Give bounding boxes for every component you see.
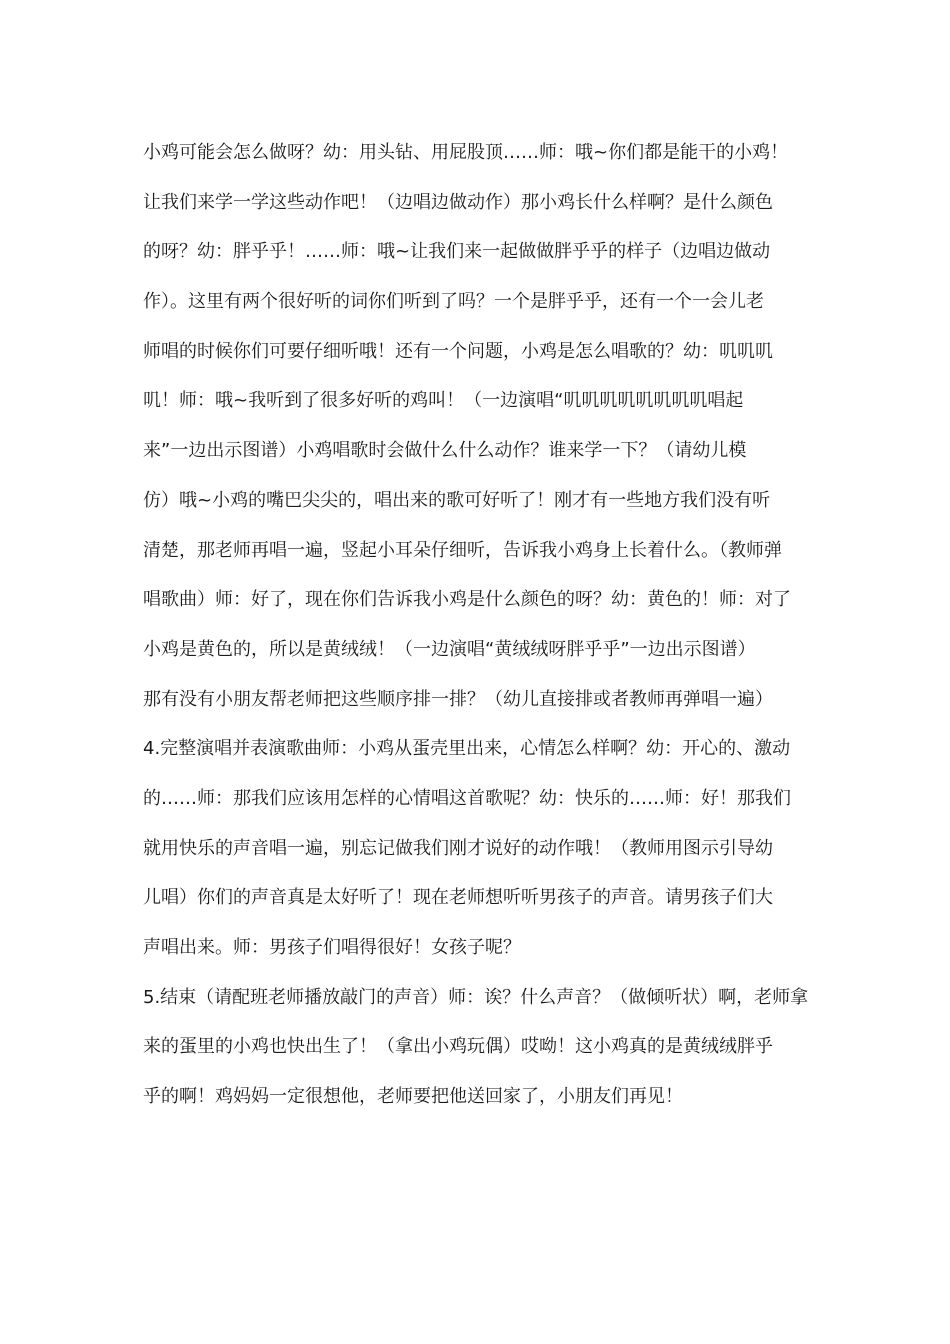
text-line-3: 的呀？幼：胖乎乎！……师：哦~让我们来一起做做胖乎乎的样子（边唱边做动 [143, 241, 771, 263]
section-5-line-1: 5.结束（请配班老师播放敲门的声音）师：诶？什么声音？（做倾听状）啊，老师拿 [143, 986, 809, 1008]
text-line-4: 作）。这里有两个很好听的词你们听到了吗？一个是胖乎乎，还有一个一会儿老 [143, 291, 764, 313]
text-line-9: 清楚，那老师再唱一遍，竖起小耳朵仔细听，告诉我小鸡身上长着什么。（教师弹 [143, 539, 782, 561]
section-4-line-1: 4.完整演唱并表演歌曲师：小鸡从蛋壳里出来，心情怎么样啊？幼：开心的、激动 [143, 738, 791, 760]
text-line-5: 师唱的时候你们可要仔细听哦！还有一个问题，小鸡是怎么唱歌的？幼：叽叽叽 [143, 340, 773, 362]
section-4-line-4: 儿唱）你们的声音真是太好听了！现在老师想听听男孩子的声音。请男孩子们大 [143, 887, 773, 909]
text-line-12: 那有没有小朋友帮老师把这些顺序排一排？（幼儿直接排或者教师再弹唱一遍） [143, 688, 773, 710]
document-body [143, 128, 811, 1122]
text-line-6: 叽！师：哦~我听到了很多好听的鸡叫！（一边演唱“叽叽叽叽叽叽叽叽唱起 [143, 390, 744, 412]
text-line-8: 仿）哦~小鸡的嘴巴尖尖的，唱出来的歌可好听了！刚才有一些地方我们没有听 [143, 489, 771, 511]
section-5-line-3: 乎的啊！鸡妈妈一定很想他，老师要把他送回家了，小朋友们再见！ [143, 1086, 683, 1108]
section-5-line-2: 来的蛋里的小鸡也快出生了！（拿出小鸡玩偶）哎呦！这小鸡真的是黄绒绒胖乎 [143, 1036, 773, 1058]
text-line-2: 让我们来学一学这些动作吧！（边唱边做动作）那小鸡长什么样啊？是什么颜色 [143, 191, 773, 213]
text-line-7: 来”一边出示图谱）小鸡唱歌时会做什么什么动作？谁来学一下？（请幼儿模 [143, 440, 747, 462]
section-4-line-5: 声唱出来。师：男孩子们唱得很好！女孩子呢？ [143, 937, 521, 958]
text-line-1: 小鸡可能会怎么做呀？幼：用头钻、用屁股顶……师：哦~你们都是能干的小鸡！ [143, 142, 789, 163]
section-4-line-2: 的……师：那我们应该用怎样的心情唱这首歌呢？幼：快乐的……师：好！那我们 [143, 787, 791, 809]
text-line-11: 小鸡是黄色的，所以是黄绒绒！（一边演唱“黄绒绒呀胖乎乎”一边出示图谱） [143, 638, 756, 660]
section-4-line-3: 就用快乐的声音唱一遍，别忘记做我们刚才说好的动作哦！（教师用图示引导幼 [143, 837, 773, 859]
text-line-10: 唱歌曲）师：好了，现在你们告诉我小鸡是什么颜色的呀？幼：黄色的！师：对了 [143, 589, 791, 611]
